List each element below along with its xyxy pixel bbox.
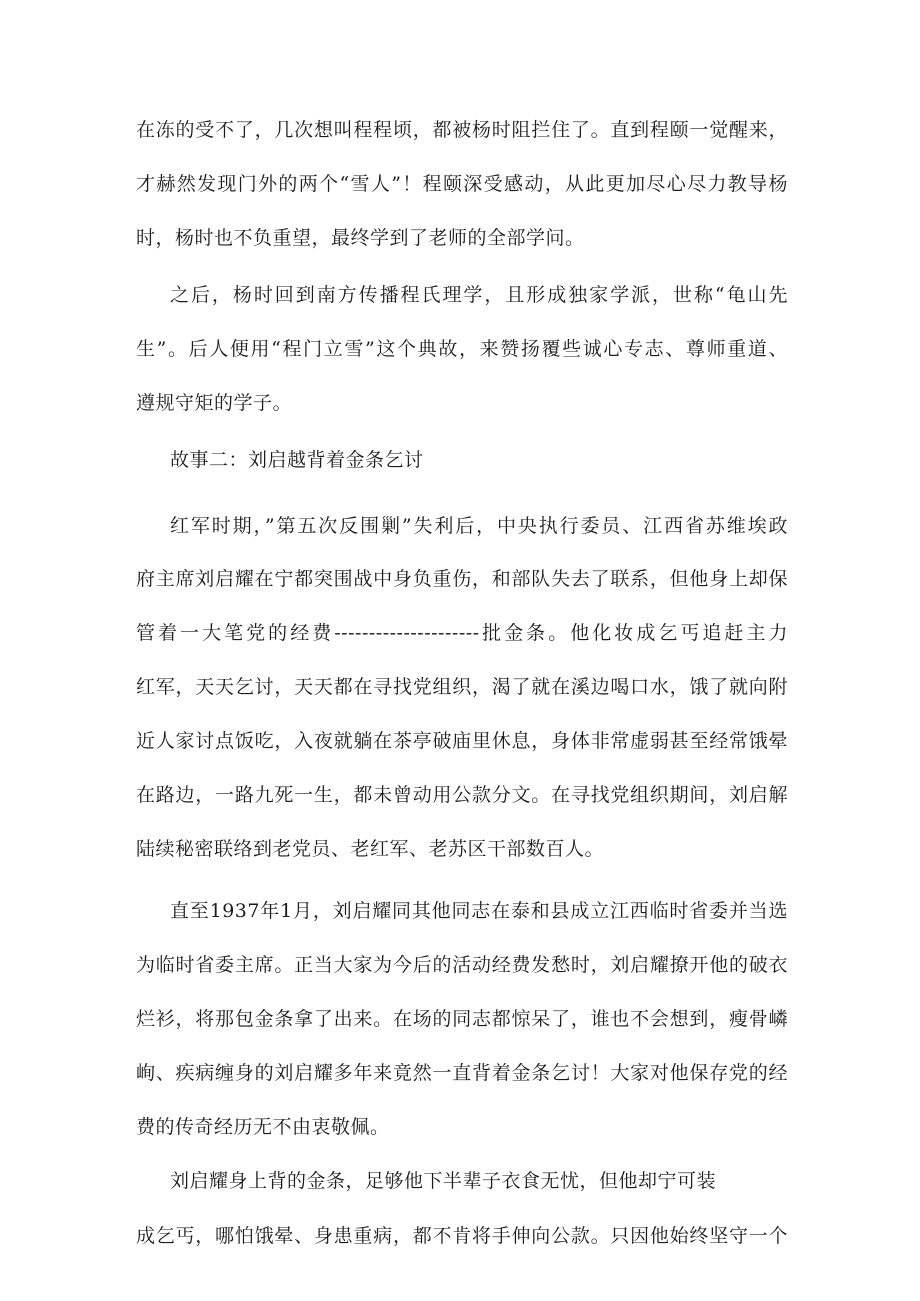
- paragraph-3-line-7: 陆续秘密联络到老党员、老红军、老苏区干部数百人。: [136, 838, 605, 860]
- paragraph-4-line-2: 为临时省委主席。正当大家为今后的活动经费发愁时，刘启耀撩开他的破衣: [136, 954, 788, 976]
- paragraph-1-line-2: 才赫然发现门外的两个“雪人”！程颐深受感动，从此更加尽心尽力教导杨: [136, 173, 788, 195]
- paragraph-3-line-5: 近人家讨点饭吃，入夜就躺在茶亭破庙里休息，身体非常虚弱甚至经常饿晕: [136, 730, 788, 752]
- paragraph-4-line-5: 费的传奇经历无不由衷敬佩。: [136, 1116, 390, 1138]
- paragraph-2-line-3: 遵规守矩的学子。: [136, 392, 293, 414]
- paragraph-5-line-1: 刘启耀身上背的金条，足够他下半辈子衣食无忧，但他却宁可装: [170, 1170, 717, 1192]
- paragraph-4-line-3: 烂衫，将那包金条拿了出来。在场的同志都惊呆了，谁也不会想到，瘦骨嶙: [136, 1008, 788, 1030]
- paragraph-4-line-1: 直至1937年1月，刘启耀同其他同志在泰和县成立江西临时省委并当选: [170, 900, 788, 922]
- paragraph-4-line-4: 峋、疾病缠身的刘启耀多年来竟然一直背着金条乞讨！大家对他保存党的经: [136, 1062, 788, 1084]
- paragraph-3-line-3: 管着一大笔党的经费---------------------批金条。他化妆成乞丐追赶主力: [136, 622, 788, 644]
- paragraph-3-line-1: 红军时期，”第五次反围剿”失利后，中央执行委员、江西省苏维埃政: [170, 515, 788, 537]
- story-two-heading: 故事二：刘启越背着金条乞讨: [170, 449, 424, 471]
- paragraph-5-line-2: 成乞丐，哪怕饿晕、身患重病，都不肯将手伸向公款。只因他始终坚守一个: [136, 1225, 788, 1247]
- paragraph-3-line-6: 在路边，一路九死一生，都未曾动用公款分文。在寻找党组织期间，刘启解: [136, 784, 788, 806]
- paragraph-3-line-2: 府主席刘启耀在宁都突围战中身负重伤，和部队失去了联系，但他身上却保: [136, 568, 788, 590]
- paragraph-2-line-2: 生”。后人便用“程门立雪”这个典故，来赞扬覆些诚心专志、尊师重道、: [136, 338, 788, 360]
- paragraph-1-line-1: 在冻的受不了，几次想叫程程顷，都被杨时阻拦住了。直到程颐一觉醒来，: [136, 119, 788, 141]
- paragraph-1-line-3: 时，杨时也不负重望，最终学到了老师的全部学问。: [136, 227, 585, 249]
- paragraph-3-line-4: 红军，天天乞讨，天天都在寻找党组织，渴了就在溪边喝口水，饿了就向附: [136, 676, 788, 698]
- paragraph-2-line-1: 之后，杨时回到南方传播程氏理学，且形成独家学派，世称“龟山先: [170, 284, 788, 306]
